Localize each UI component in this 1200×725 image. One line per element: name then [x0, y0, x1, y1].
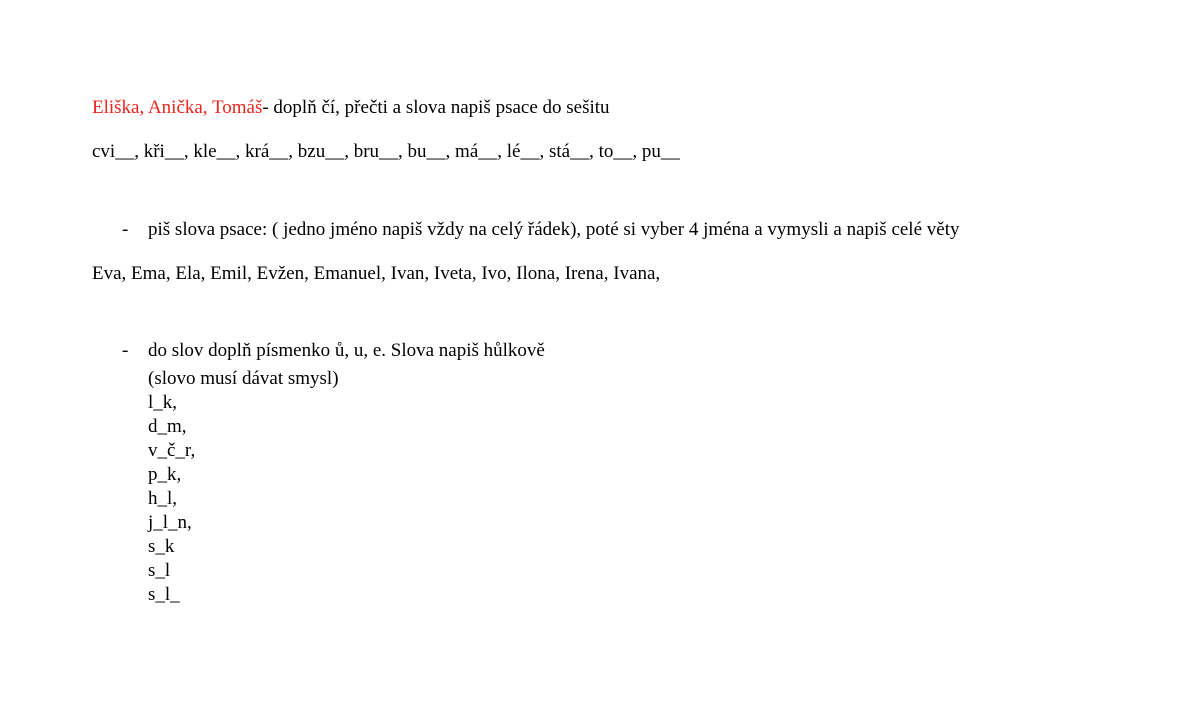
list-item: j_l_n, — [148, 512, 192, 533]
bullet-dash: - — [122, 219, 129, 240]
section1-heading — [92, 96, 610, 120]
list-item: h_l, — [148, 488, 178, 509]
section1-instruction: - doplň čí, přečti a slova napiš psace do sešitu — [262, 97, 610, 118]
list-item: l_k, — [148, 392, 178, 413]
list-item: d_m, — [148, 416, 187, 437]
section1-words: cvi__, kři__, kle__, krá__, bzu__, bru__, bu__, má__, lé__, stá__, to__, pu__ — [92, 141, 680, 162]
list-item: s_k — [148, 536, 175, 557]
list-item: p_k, — [148, 464, 182, 485]
section2-instruction: piš slova psace: ( jedno jméno napiš vždy na celý řádek), poté si vyber 4 jména a vymysli a napiš celé věty — [148, 219, 960, 240]
list-item: s_l_ — [148, 584, 180, 605]
section2-names: Eva, Ema, Ela, Emil, Evžen, Emanuel, Ivan, Iveta, Ivo, Ilona, Irena, Ivana, — [92, 263, 661, 284]
list-item: v_č_r, — [148, 440, 196, 461]
student-names: Eliška, Anička, Tomáš — [92, 97, 263, 118]
bullet-dash: - — [122, 340, 129, 361]
section3-instruction: do slov doplň písmenko ů, u, e. Slova napiš hůlkově — [148, 340, 545, 361]
section3-list — [148, 367, 339, 607]
list-item: s_l — [148, 560, 171, 581]
section3-note: (slovo musí dávat smysl) — [148, 368, 339, 389]
